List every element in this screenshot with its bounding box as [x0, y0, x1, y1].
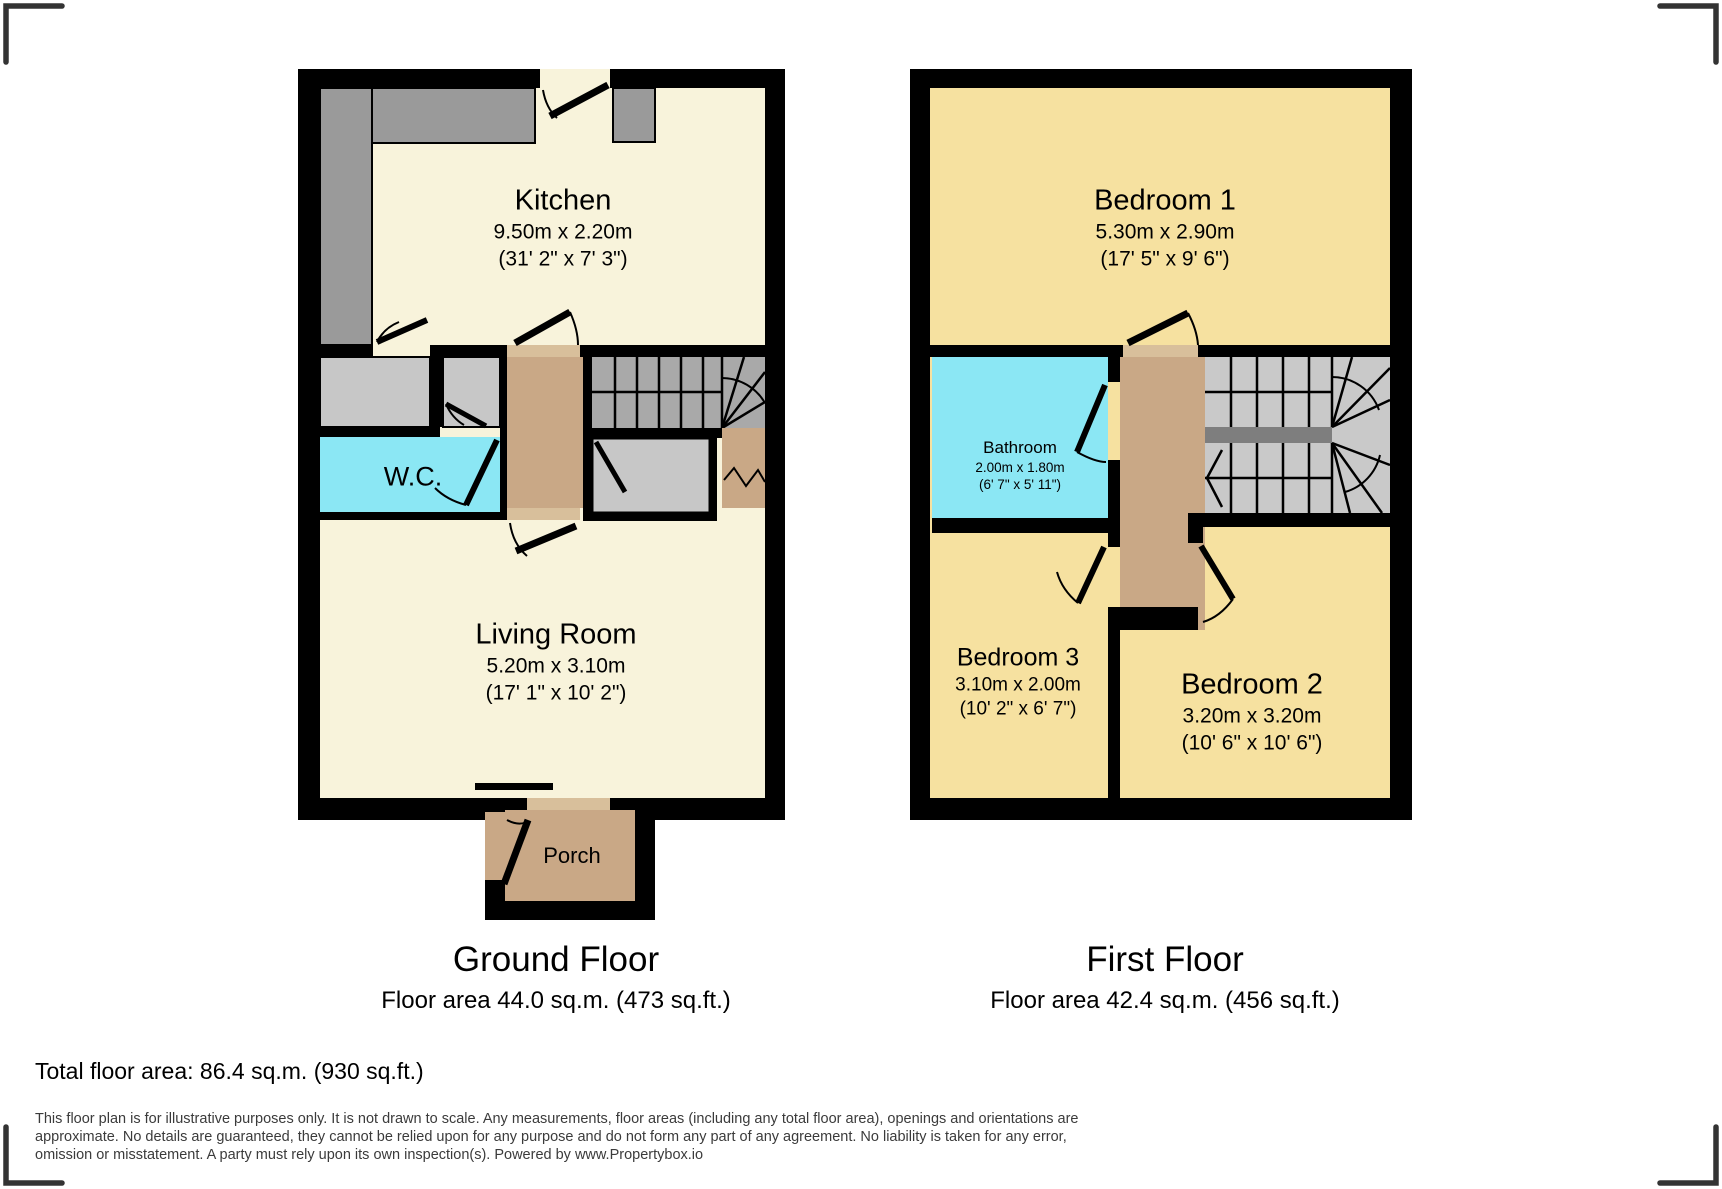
gf-hallway — [507, 357, 583, 508]
kitchen-dims-m: 9.50m x 2.20m — [493, 220, 633, 244]
bathroom-label — [975, 437, 1064, 493]
ground-floor-title: Ground Floor — [452, 940, 660, 979]
bedroom2-dims-ft: (10' 6" x 10' 6") — [1181, 731, 1323, 755]
gf-hall-wall — [500, 357, 507, 512]
wc-label: W.C. — [383, 461, 443, 492]
gf-under-stair-store — [583, 438, 717, 521]
bedroom2-label — [1181, 667, 1323, 758]
living-room-label — [475, 617, 636, 708]
ff-landing — [1120, 357, 1205, 630]
corner-mark-bottom-right — [1660, 1127, 1716, 1183]
gf-storage-cupboards — [320, 357, 500, 437]
corner-mark-top-right — [1660, 6, 1716, 62]
ff-stairs — [1188, 357, 1390, 527]
living-room-dims-ft: (17' 1" x 10' 2") — [485, 681, 627, 705]
ground-floor-area: Floor area 44.0 sq.m. (473 sq.ft.) — [381, 987, 731, 1014]
corner-mark-top-left — [6, 6, 62, 62]
bathroom-dims-m: 2.00m x 1.80m — [975, 459, 1065, 475]
bedroom3-dims-m: 3.10m x 2.00m — [955, 674, 1081, 696]
kitchen-label — [494, 183, 633, 274]
disclaimer-line-3: omission or misstatement. A party must rely upon its own inspection(s). Powered by www.Propertybox.io — [35, 1147, 704, 1163]
porch-label: Porch — [543, 842, 601, 868]
living-room-dims-m: 5.20m x 3.10m — [486, 654, 626, 678]
bedroom1-name: Bedroom 1 — [1094, 184, 1236, 217]
total-floor-area: Total floor area: 86.4 sq.m. (930 sq.ft.) — [35, 1058, 424, 1084]
disclaimer-text — [35, 1110, 1078, 1164]
first-floor-title: First Floor — [1086, 940, 1244, 979]
bedroom3-name: Bedroom 3 — [956, 643, 1080, 672]
bedroom2-name: Bedroom 2 — [1181, 668, 1323, 701]
corner-marks — [6, 6, 1716, 1183]
bedroom1-dims-ft: (17' 5" x 9' 6") — [1100, 247, 1230, 271]
first-floor-area: Floor area 42.4 sq.m. (456 sq.ft.) — [990, 987, 1340, 1014]
bathroom-dims-ft: (6' 7" x 5' 11") — [978, 476, 1062, 492]
bathroom-name: Bathroom — [983, 437, 1057, 457]
living-room-window-mark — [475, 783, 553, 790]
disclaimer-line-1: This floor plan is for illustrative purposes only. It is not drawn to scale. Any measurements, floor areas (including any total floor area), openings and orientations are — [35, 1111, 1079, 1127]
bedroom3-dims-ft: (10' 2" x 6' 7") — [959, 699, 1077, 720]
bedroom1-label — [1094, 183, 1236, 274]
disclaimer-line-2: approximate. No details are guaranteed, they cannot be relied upon for any purpose and do not form any part of any agreement. No liability is taken for any error, — [35, 1129, 1067, 1145]
kitchen-name: Kitchen — [514, 184, 612, 217]
bedroom1-dims-m: 5.30m x 2.90m — [1095, 220, 1235, 244]
bedroom2-dims-m: 3.20m x 3.20m — [1182, 704, 1322, 728]
kitchen-dims-ft: (31' 2" x 7' 3") — [498, 247, 628, 271]
bedroom3-label — [955, 642, 1081, 723]
living-room-name: Living Room — [475, 618, 637, 651]
